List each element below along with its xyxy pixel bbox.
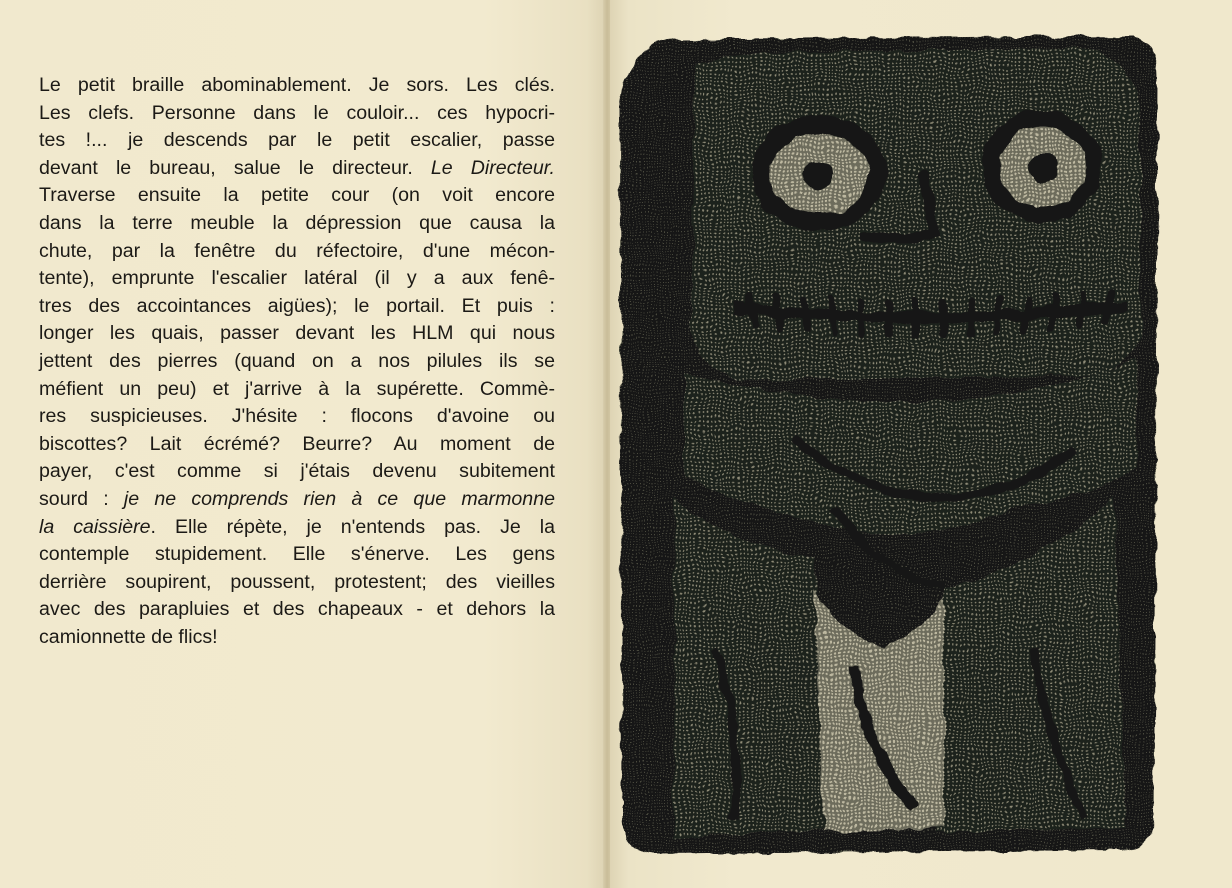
italic-text: la caissière: [39, 515, 151, 538]
text-line: [39, 155, 555, 183]
text-line: méfient un peu) et j'arrive à la supérette. Commè-: [39, 377, 555, 400]
italic-text: Le Directeur.: [430, 156, 555, 179]
text-line: dans la terre meuble la dépression que causa la: [39, 211, 555, 234]
text-segment: devant le bureau, salue le directeur.: [39, 156, 431, 179]
text-line: payer, c'est comme si j'étais devenu subitement: [39, 460, 555, 483]
text-line: biscottes? Lait écrémé? Beurre? Au moment de: [39, 432, 555, 455]
text-line: avec des parapluies et des chapeaux - et dehors la: [39, 598, 555, 621]
text-line: chute, par la fenêtre du réfectoire, d'une mécon-: [39, 239, 555, 262]
text-line: Les clefs. Personne dans le couloir... ces hypocri-: [39, 101, 555, 124]
text-line: [39, 514, 555, 542]
text-line: contemple stupidement. Elle s'énerve. Les gens: [39, 543, 555, 566]
text-line: camionnette de flics!: [39, 625, 218, 648]
text-segment: . Elle répète, je n'entends pas. Je la: [150, 515, 555, 538]
text-line: longer les quais, passer devant les HLM qui nous: [39, 322, 555, 345]
left-page: [0, 0, 605, 888]
text-line: tes !... je descends par le petit escalier, passe: [39, 129, 555, 152]
text-line: tres des accointances aigües); le portail. Et puis :: [39, 294, 555, 317]
italic-text: je ne comprends rien à ce que marmonne: [123, 487, 555, 510]
text-line: Traverse ensuite la petite cour (on voit encore: [39, 184, 555, 207]
text-line: res suspicieuses. J'hésite : flocons d'avoine ou: [39, 405, 555, 428]
text-line: derrière soupirent, poussent, protestent; des vieilles: [39, 570, 555, 593]
text-line: Le petit braille abominablement. Je sors. Les clés.: [39, 74, 555, 96]
text-line: tente), emprunte l'escalier latéral (il y a aux fenê-: [39, 267, 555, 290]
illustration-figure: [614, 28, 1162, 856]
body-text: [39, 72, 555, 651]
text-line: jettent des pierres (quand on a nos pilules ils se: [39, 349, 555, 372]
text-line: [39, 486, 555, 514]
text-segment: sourd :: [39, 487, 124, 510]
